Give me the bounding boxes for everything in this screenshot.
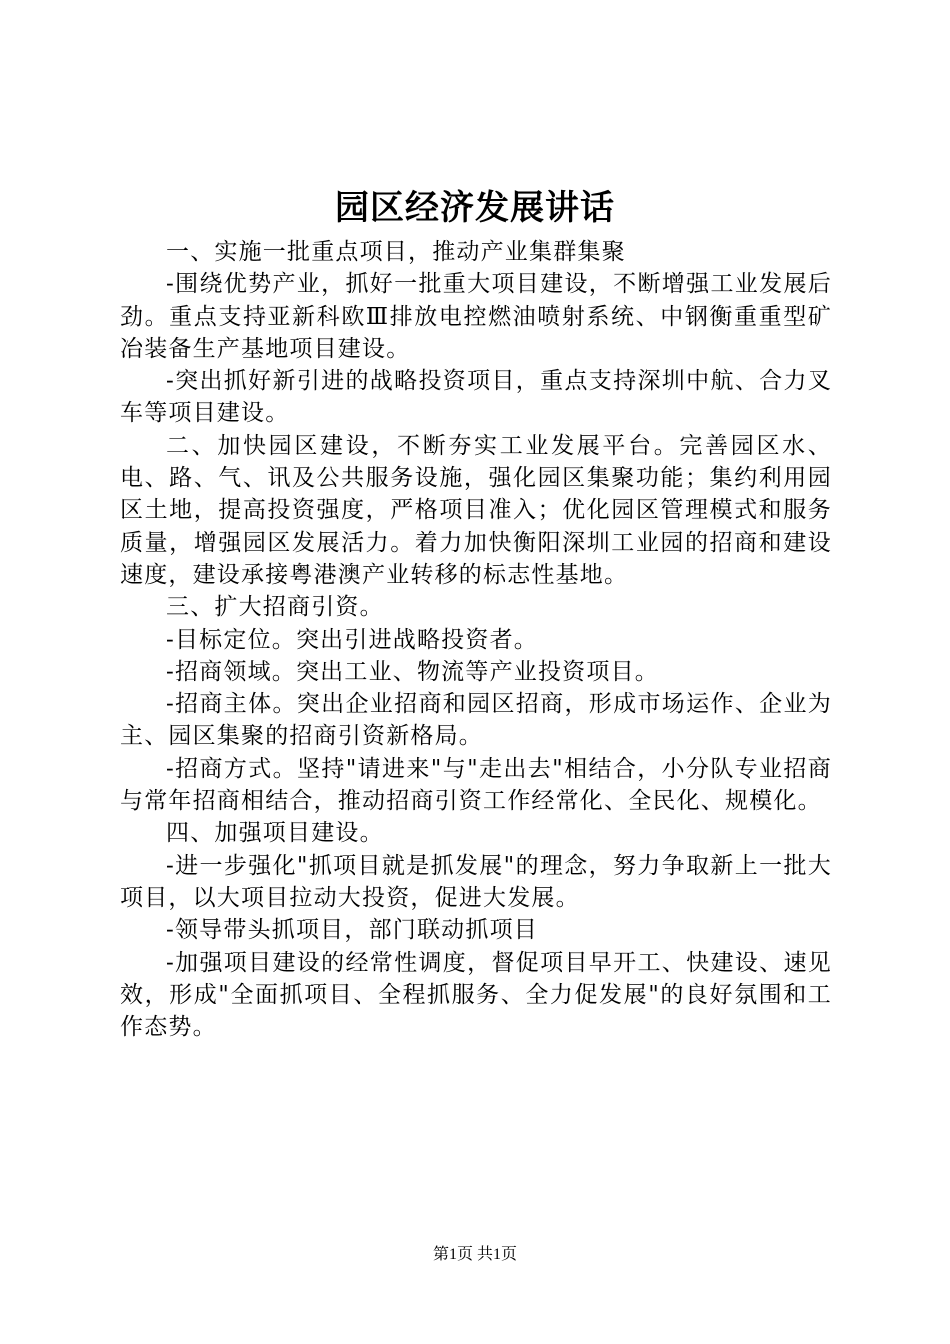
document-body <box>120 236 832 1043</box>
paragraph: -加强项目建设的经常性调度，督促项目早开工、快建设、速见效，形成"全面抓项目、全程抓服务、全力促发展"的良好氛围和工作态势。 <box>120 949 832 1041</box>
paragraph: -招商方式。坚持"请进来"与"走出去"相结合，小分队专业招商与常年招商相结合，推动招商引资工作经常化、全民化、规模化。 <box>120 755 832 815</box>
paragraph: -招商主体。突出企业招商和园区招商，形成市场运作、企业为主、园区集聚的招商引资新格局。 <box>120 691 832 750</box>
paragraph: -领导带头抓项目，部门联动抓项目 <box>166 917 538 944</box>
page-footer: 第1页 共1页 <box>432 1246 517 1263</box>
paragraph: -围绕优势产业，抓好一批重大项目建设，不断增强工业发展后劲。重点支持亚新科欧Ⅲ排放电控燃油喷射系统、中钢衡重重型矿冶装备生产基地项目建设。 <box>120 271 832 362</box>
paragraph-section-4-heading: 四、加强项目建设。 <box>166 820 384 847</box>
document-title: 园区经济发展讲话 <box>335 188 615 228</box>
paragraph-section-1-heading: 一、实施一批重点项目，推动产业集群集聚 <box>166 239 626 265</box>
paragraph: -目标定位。突出引进战略投资者。 <box>166 626 538 653</box>
paragraph: -招商领域。突出工业、物流等产业投资项目。 <box>166 658 659 685</box>
paragraph-section-3-heading: 三、扩大招商引资。 <box>166 594 384 621</box>
paragraph-section-2: 二、加快园区建设，不断夯实工业发展平台。完善园区水、电、路、气、讯及公共服务设施，强化园区集聚功能；集约利用园区土地，提高投资强度，严格项目准入；优化园区管理模式和服务质量，增强园区发展活力。着力加快衡阳深圳工业园的招商和建设速度，建设承接粤港澳产业转移的标志性基地。 <box>120 432 832 588</box>
paragraph: -突出抓好新引进的战略投资项目，重点支持深圳中航、合力叉车等项目建设。 <box>120 368 832 427</box>
paragraph: -进一步强化"抓项目就是抓发展"的理念，努力争取新上一批大项目，以大项目拉动大投资，促进大发展。 <box>120 852 832 911</box>
